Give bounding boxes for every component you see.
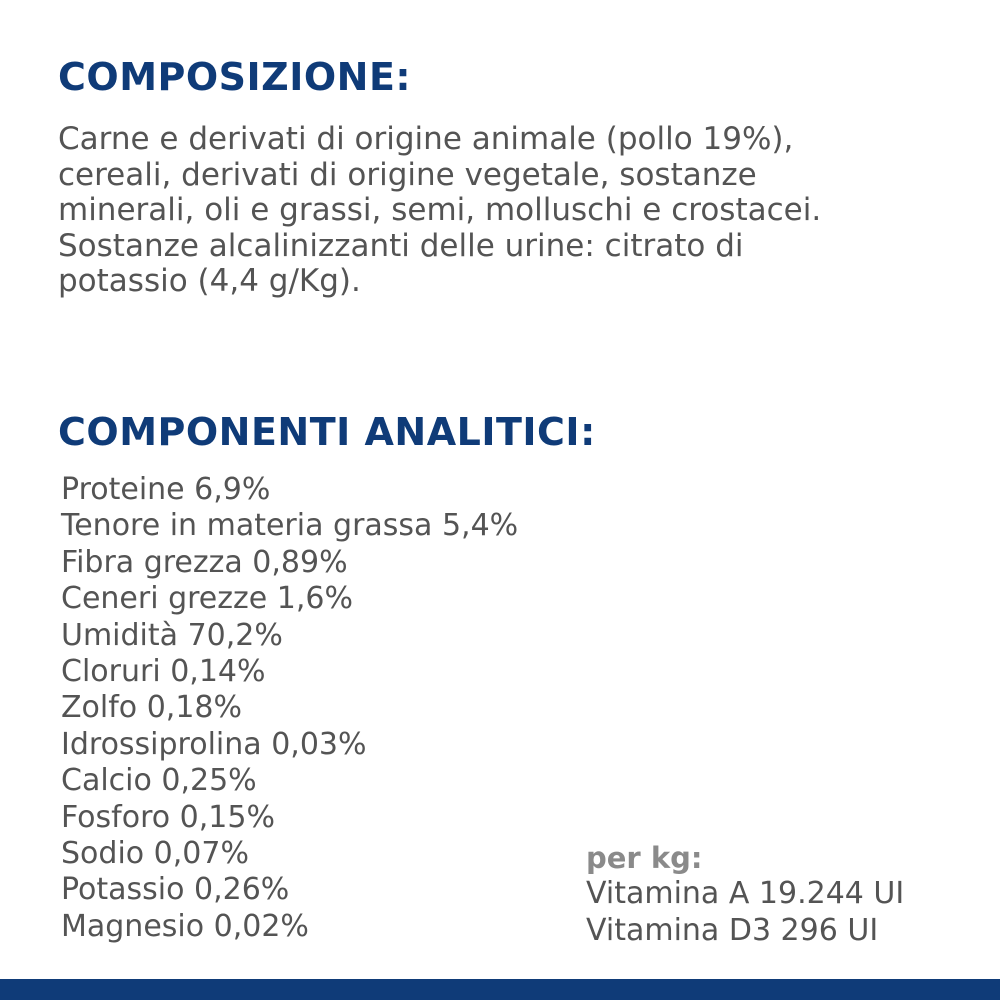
- composition-line: minerali, oli e grassi, semi, molluschi e crostacei.: [58, 192, 822, 228]
- analytical-component-item: Proteine 6,9%: [61, 472, 271, 507]
- analytical-components-list: [61, 472, 518, 945]
- composition-line: Carne e derivati di origine animale (pollo 19%),: [58, 121, 794, 157]
- analytical-component-item: Potassio 0,26%: [61, 872, 290, 908]
- vitamin-item: Vitamina A 19.244 UI: [586, 876, 905, 911]
- analytical-component-item: Calcio 0,25%: [61, 763, 257, 799]
- analytical-component-item: Fosforo 0,15%: [61, 799, 275, 835]
- analytical-components-heading: COMPONENTI ANALITICI:: [58, 410, 596, 454]
- footer-bar: [0, 979, 1000, 1000]
- vitamins-list: [586, 876, 904, 949]
- analytical-component-item: Magnesio 0,02%: [61, 908, 309, 944]
- per-kg-section: [586, 840, 904, 949]
- analytical-component-item: Zolfo 0,18%: [61, 690, 242, 726]
- composition-heading: COMPOSIZIONE:: [58, 55, 412, 99]
- analytical-component-item: Fibra grezza 0,89%: [61, 544, 348, 580]
- analytical-component-item: Cloruri 0,14%: [61, 653, 266, 689]
- per-kg-heading: per kg:: [586, 841, 703, 875]
- vitamin-item: Vitamina D3 296 UI: [586, 912, 879, 948]
- composition-line: cereali, derivati di origine vegetale, sostanze: [58, 156, 757, 193]
- analytical-component-item: Sodio 0,07%: [61, 835, 249, 871]
- analytical-component-item: Tenore in materia grassa 5,4%: [61, 508, 519, 544]
- composition-text: [58, 122, 938, 300]
- composition-line: Sostanze alcalinizzanti delle urine: citrato di: [58, 227, 744, 264]
- composition-line: potassio (4,4 g/Kg).: [58, 263, 361, 299]
- analytical-component-item: Ceneri grezze 1,6%: [61, 581, 353, 617]
- analytical-component-item: Idrossiprolina 0,03%: [61, 726, 367, 762]
- analytical-component-item: Umidità 70,2%: [61, 617, 283, 653]
